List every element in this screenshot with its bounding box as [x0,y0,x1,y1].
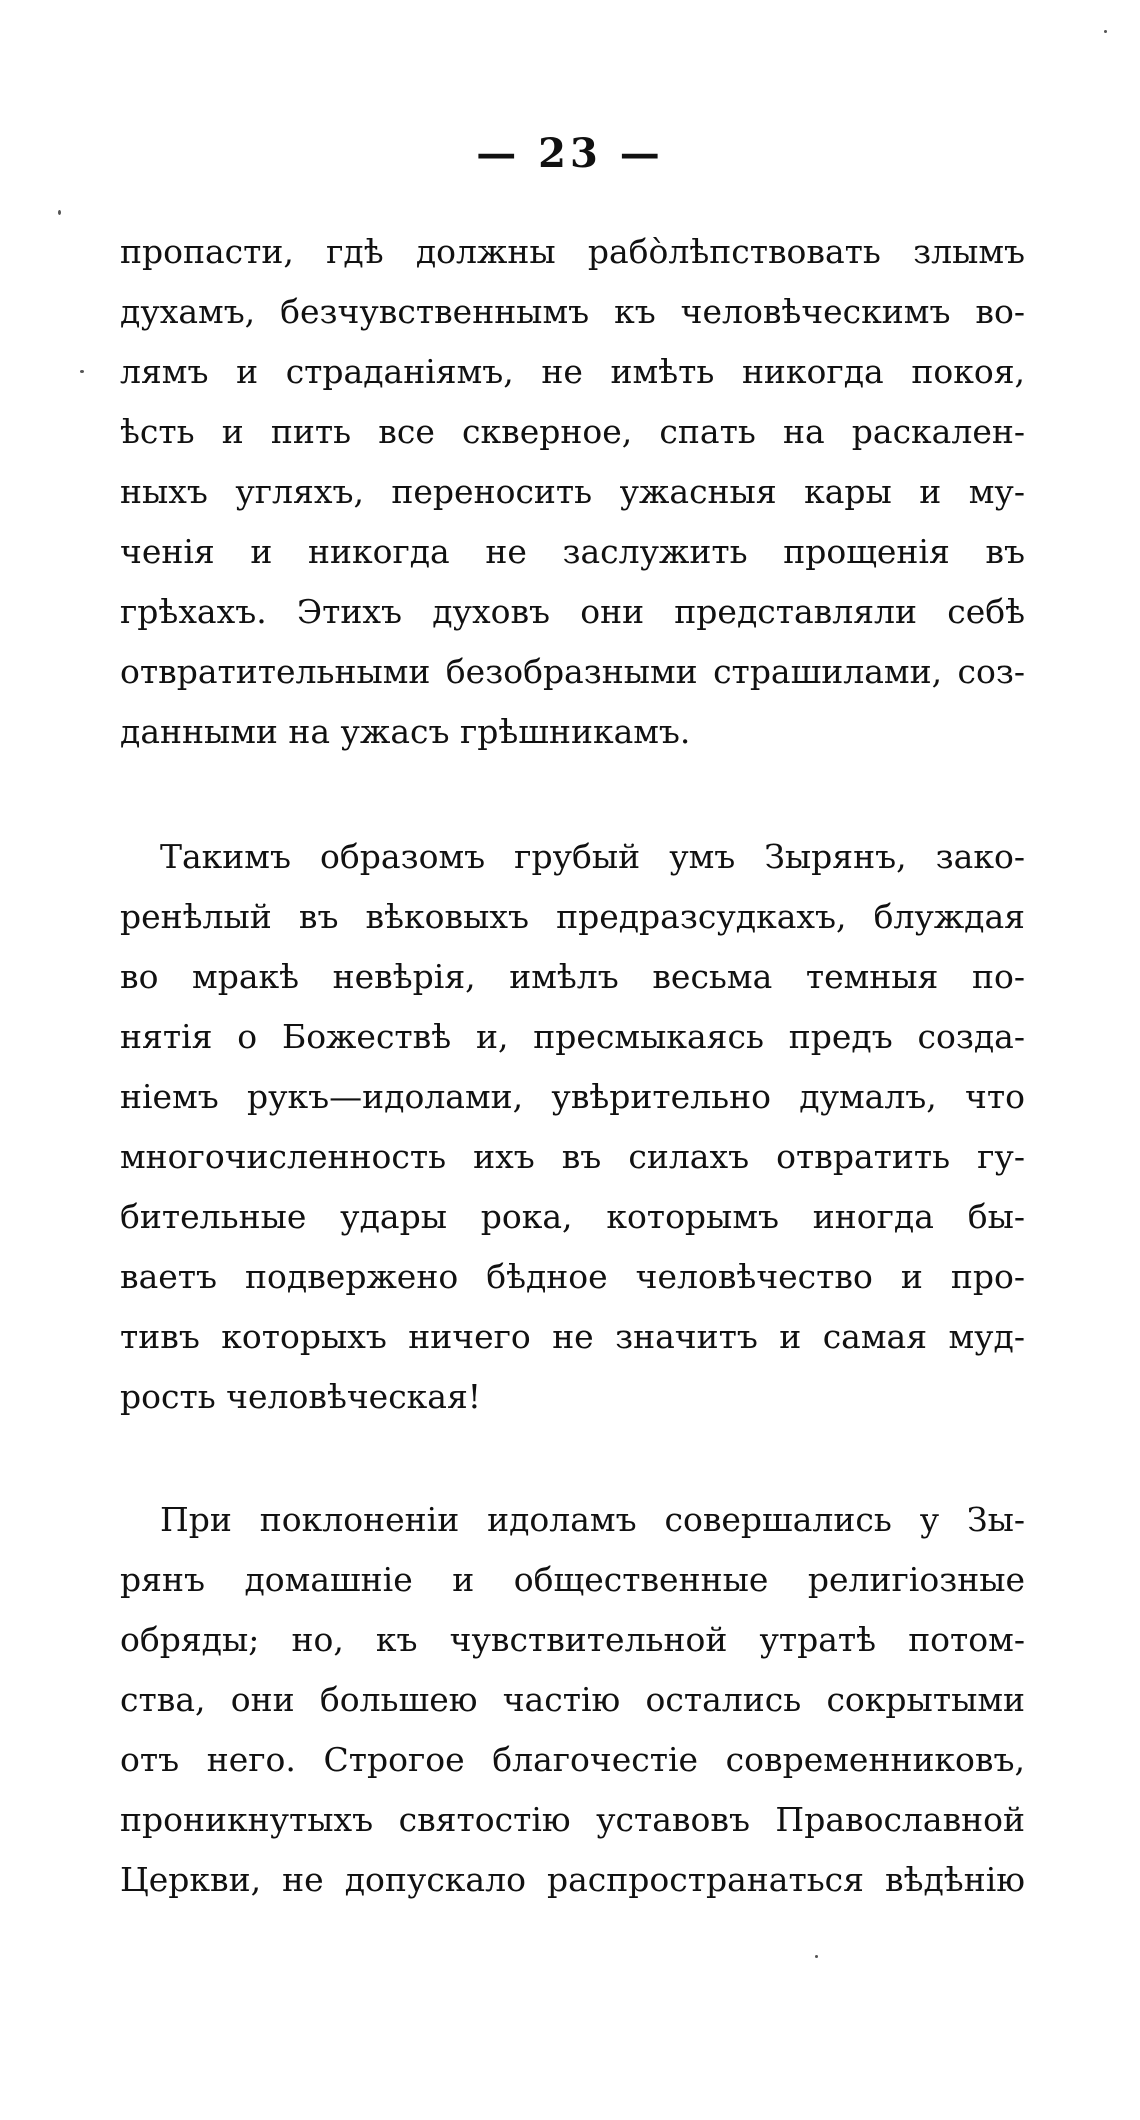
text-line: тивъ которыхъ ничего не значитъ и самая муд- [120,1317,1025,1356]
text-line: отъ него. Строгое благочестіе современниковъ, [120,1740,1025,1779]
text-line: бительные удары рока, которымъ иногда бы- [120,1197,1025,1236]
text-line: проникнутыхъ святостію уставовъ Православной [120,1800,1025,1839]
scan-speck [80,370,84,373]
scan-speck [58,210,61,215]
text-line: ніемъ рукъ—идолами, увѣрительно думалъ, что [120,1077,1025,1116]
text-line: грѣхахъ. Этихъ духовъ они представляли себѣ [120,592,1025,631]
text-line: обряды; но, къ чувствительной утратѣ потом- [120,1620,1025,1659]
paragraph-3 [120,1490,1025,1910]
text-line: пропасти, гдѣ должны рабо̀лѣпствовать злымъ [120,232,1025,271]
scan-speck [1104,30,1107,33]
scan-speck [815,1955,818,1958]
text-line: духамъ, безчувственнымъ къ человѣческимъ во- [120,292,1025,331]
text-line: рянъ домашніе и общественные религіозные [120,1560,1025,1599]
text-line: ченія и никогда не заслужить прощенія въ [120,532,1025,571]
text-line: ренѣлый въ вѣковыхъ предразсудкахъ, блуждая [120,897,1025,936]
paragraph-1 [120,222,1025,762]
text-line: отвратительными безобразными страшилами, соз- [120,652,1025,691]
text-line: лямъ и страданіямъ, не имѣть никогда покоя, [120,352,1025,391]
text-line: При поклоненіи идоламъ совершались у Зы- [160,1500,1025,1539]
text-line: данными на ужасъ грѣшникамъ. [120,712,691,751]
text-line: ѣсть и пить все скверное, спать на раскален- [120,412,1025,451]
text-line: ваетъ подвержено бѣдное человѣчество и про- [120,1257,1025,1296]
text-line: ства, они большею частію остались сокрытыми [120,1680,1025,1719]
paragraph-2 [120,827,1025,1427]
page-number: — 23 — [476,130,664,177]
text-line: ныхъ угляхъ, переносить ужасныя кары и му- [120,472,1025,511]
text-line: рость человѣческая! [120,1377,482,1416]
text-line: многочисленность ихъ въ силахъ отвратить гу- [120,1137,1025,1176]
text-line: Такимъ образомъ грубый умъ Зырянъ, зако- [160,837,1025,876]
text-line: во мракѣ невѣрія, имѣлъ весьма темныя по- [120,957,1025,996]
text-line: нятія о Божествѣ и, пресмыкаясь предъ созда- [120,1017,1025,1056]
text-line: Церкви, не допускало распространаться вѣдѣнію [120,1860,1025,1899]
